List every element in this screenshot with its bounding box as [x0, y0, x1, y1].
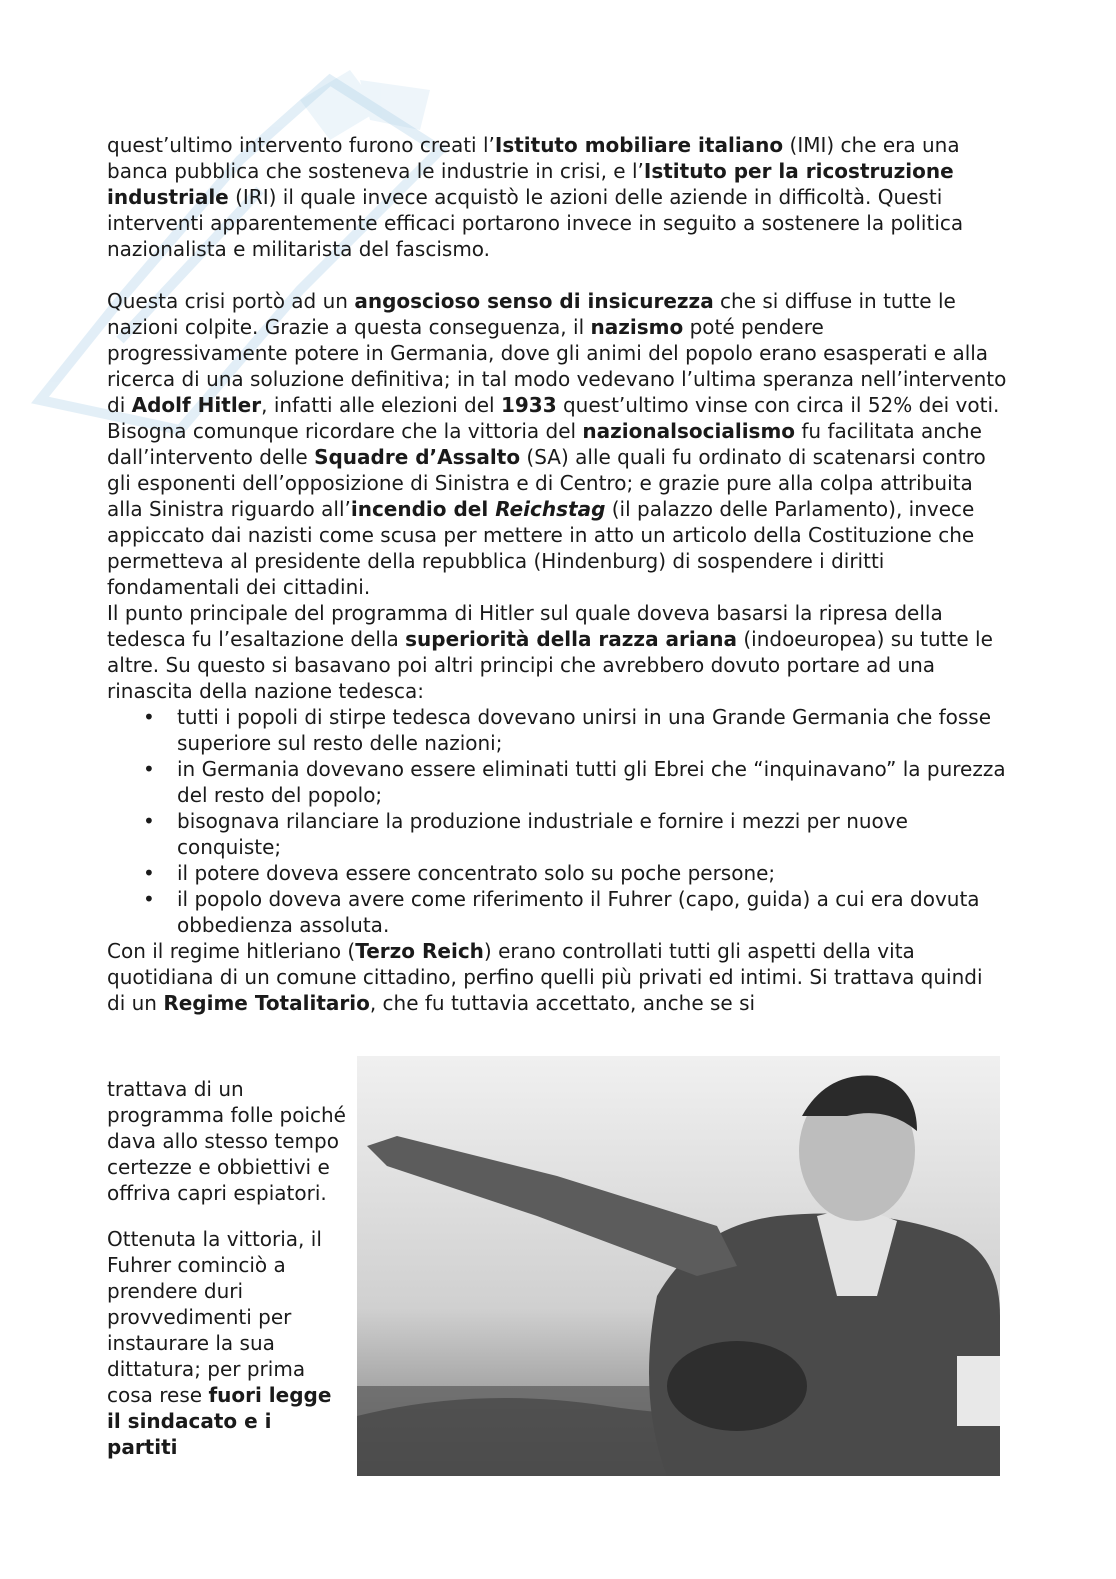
list-item: • tutti i popoli di stirpe tedesca dovevano unirsi in una Grande Germania che fosse superiore sul resto delle nazioni;: [143, 705, 992, 755]
paragraph-program: Il punto principale del programma di Hitler sul quale doveva basarsi la ripresa della tedesca fu l’esaltazione della superiorità della razza ariana (indoeuropea) su tutte le altre. Su questo si basavano poi altri principi che avrebbero dovuto portare ad una rinascita della nazione tedesca:: [107, 601, 993, 703]
list-item: • il potere doveva essere concentrato solo su poche persone;: [143, 861, 776, 885]
paragraph-third-reich: Con il regime hitleriano (Terzo Reich) erano controllati tutti gli aspetti della vita quotidiana di un comune cittadino, perfino quelli più privati ed intimi. Si trattava quindi di un Regime Totalitario, che fu tuttavia accettato, anche se si: [107, 939, 983, 1015]
bullet-icon: •: [143, 809, 155, 833]
list-item: • bisognava rilanciare la produzione industriale e fornire i mezzi per nuove conquiste;: [143, 809, 908, 859]
paragraph-nazism: Questa crisi portò ad un angoscioso senso di insicurezza che si diffuse in tutte le nazioni colpite. Grazie a questa conseguenza, il nazismo poté pendere progressivamente potere in Germania, dove gli animi del popolo erano esasperati e alla ricerca di una soluzione definitiva; in tal modo vedevano l’ultima speranza nell’intervento di Adolf Hitler, infatti alle elezioni del 1933 quest’ultimo vinse con circa il 52% dei voti. Bisogna comunque ricordare che la vittoria del nazionalsocialismo fu facilitata anche dall’intervento delle Squadre d’Assalto (SA) alle quali fu ordinato di scatenarsi contro gli esponenti dell’opposizione di Sinistra e di Centro; e grazie pure alla colpa attribuita alla Sinistra riguardo all’incendio del Reichstag (il palazzo delle Parlamento), invece appiccato dai nazisti come scusa per mettere in atto un articolo della Costituzione che permetteva al presidente della repubblica (Hindenburg) di sospendere i diritti fondamentali dei cittadini.: [107, 289, 1007, 599]
document-body: [107, 132, 1007, 1016]
list-item: • il popolo doveva avere come riferimento il Fuhrer (capo, guida) a cui era dovuta obbedienza assoluta.: [143, 887, 980, 937]
historical-photo: [357, 1056, 1000, 1476]
bold-iri: Istituto per la ricostruzione industriale: [107, 159, 954, 209]
bullet-icon: •: [143, 887, 155, 911]
paragraph-gap: [107, 262, 1007, 288]
bullet-icon: •: [143, 757, 155, 781]
side-text: trattava di un programma folle poiché dava allo stesso tempo certezze e obbiettivi e offriva capri espiatori. Ottenuta la vittoria, il Fuhrer cominciò a prendere duri provvedimenti per instaurare la sua dittatura; per prima cosa rese fuori legge il sindacato e i partiti: [107, 1077, 346, 1459]
principles-list: [107, 704, 1007, 938]
text-image-section: [107, 1056, 1007, 1476]
bullet-icon: •: [143, 705, 155, 729]
bullet-icon: •: [143, 861, 155, 885]
paragraph-imi-iri: quest’ultimo intervento furono creati l’Istituto mobiliare italiano (IMI) che era una banca pubblica che sosteneva le industrie in crisi, e l’Istituto per la ricostruzione industriale (IRI) il quale invece acquistò le azioni delle aziende in difficoltà. Questi interventi apparentemente efficaci portarono invece in seguito a sostenere la politica nazionalista e militarista del fascismo.: [107, 133, 964, 261]
bold-imi: Istituto mobiliare italiano: [494, 133, 784, 157]
list-item: • in Germania dovevano essere eliminati tutti gli Ebrei che “inquinavano” la purezza del resto del popolo;: [143, 757, 1006, 807]
